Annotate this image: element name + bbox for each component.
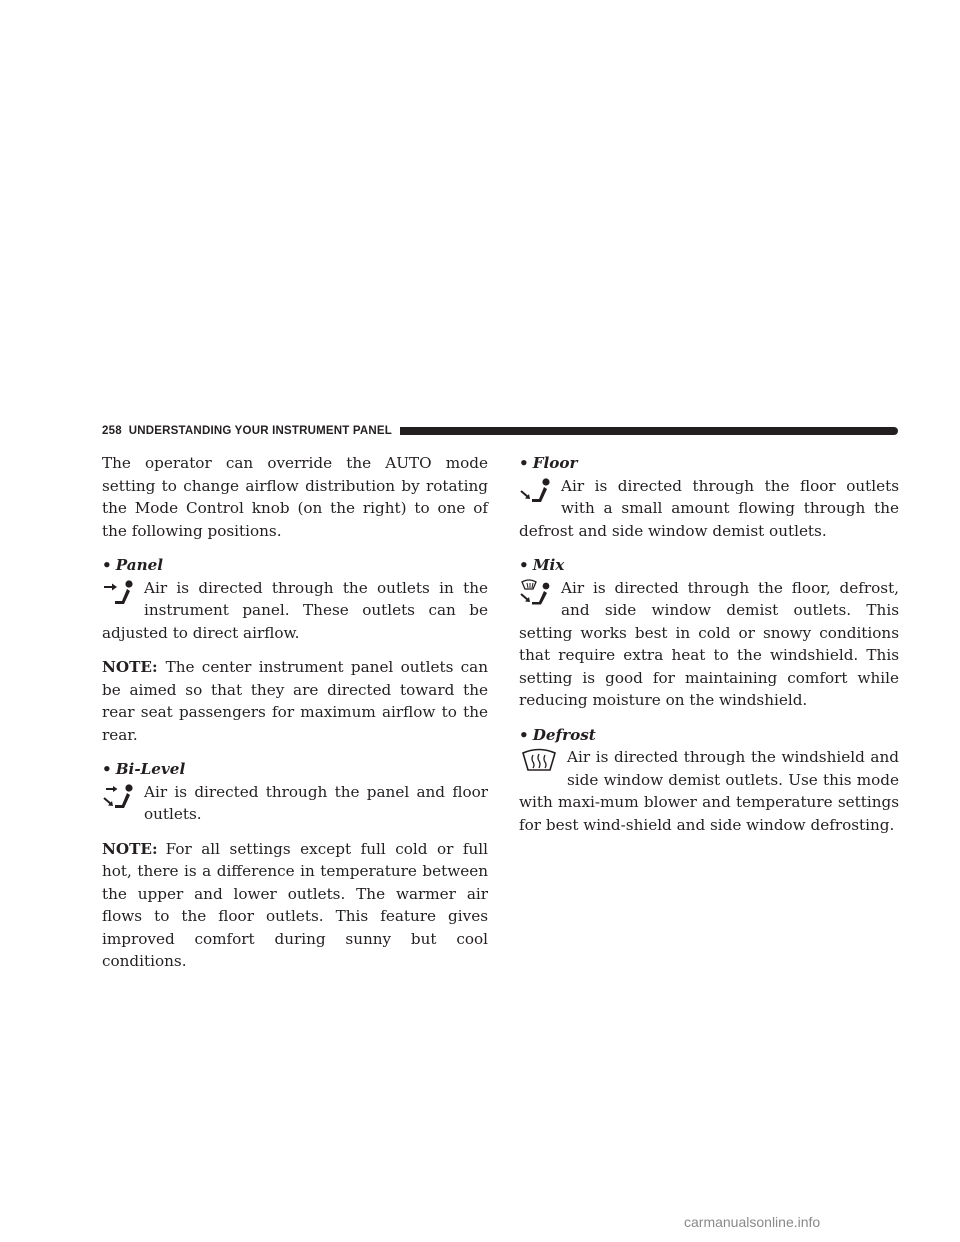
floor-heading: • Floor [519,454,578,472]
page-number: 258 [102,425,122,437]
bilevel-mode-icon [102,783,136,809]
defrost-heading: • Defrost [519,725,596,744]
panel-description: Air is directed through the outlets in the instrument panel. These outlets can be adjusted to direct airflow. [102,578,488,642]
bilevel-description: Air is directed through the panel and floor outlets. [102,781,488,826]
defrost-description: Air is directed through the windshield and side window demist outlets. Use this mode with maxi-mum blower and temperature settings for best wind-shield and side window defrosting. [519,748,899,834]
mix-heading: • Mix [519,556,565,574]
bullet: • [102,760,112,778]
right-column [519,452,899,848]
page-header [102,424,898,438]
mix-mode-icon [519,579,553,605]
floor-description: Air is directed through the floor outlets with a small amount flowing through the defrost and side window demist outlets. [519,476,899,540]
bullet: • [519,556,529,574]
mix-description: Air is directed through the floor, defrost, and side window demist outlets. This setting works best in cold or snowy conditions that require extra heat to the windshield. This setting is good for maintaining comfort while reducing moisture on the windshield. [519,578,899,709]
left-column [102,452,488,985]
bilevel-heading: • Bi-Level [102,760,186,778]
panel-mode-icon [102,579,136,605]
note-panel-outlets: NOTE: The center instrument panel outlets can be aimed so that they are directed toward the rear seat passengers for maximum airflow to the rear. [102,658,488,744]
panel-heading: • Panel [102,556,164,574]
bullet: • [102,556,112,574]
note-temperature: NOTE: For all settings except full cold or full hot, there is a difference in temperature between the upper and lower outlets. The warmer air flows to the floor outlets. This feature gives improved comfort during sunny but cool conditions. [102,839,488,970]
intro-paragraph: The operator can override the AUTO mode setting to change airflow distribution by rotating the Mode Control knob (on the right) to one of the following positions. [102,454,488,540]
defrost-mode-icon [519,748,559,774]
watermark: carmanualsonline.info [684,1214,821,1230]
section-title: UNDERSTANDING YOUR INSTRUMENT PANEL [128,425,392,437]
bullet: • [519,454,529,472]
bullet: • [519,725,529,744]
floor-mode-icon [519,477,553,503]
header-rule [400,427,898,435]
